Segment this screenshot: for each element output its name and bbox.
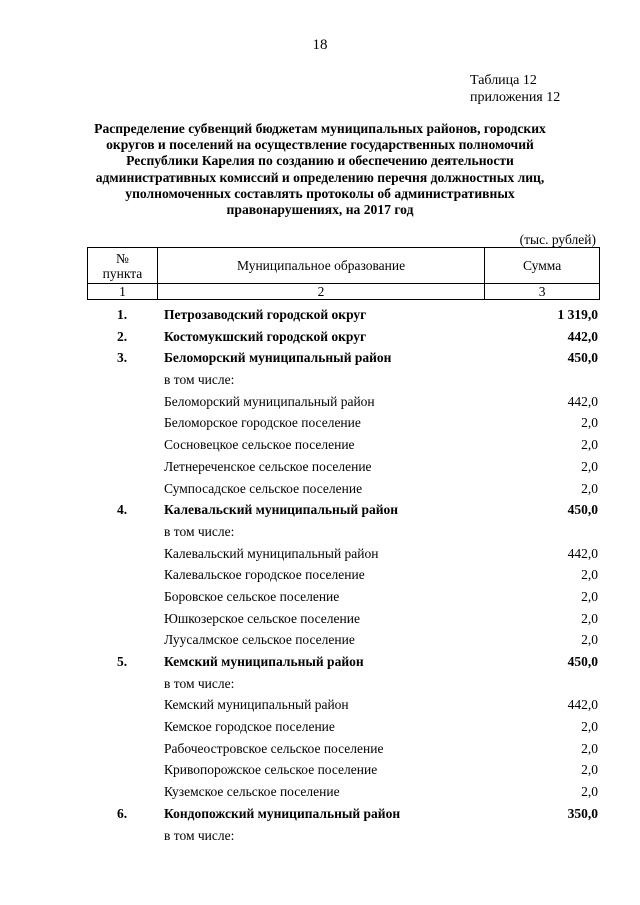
row-number: 5. bbox=[116, 654, 128, 669]
row-name: Кондопожский муниципальный район bbox=[164, 805, 401, 821]
row-name: в том числе: bbox=[164, 523, 235, 539]
table-row bbox=[0, 825, 640, 847]
row-name: Петрозаводский городской округ bbox=[164, 307, 367, 322]
appendix-caption: приложения 12 bbox=[470, 90, 561, 105]
table-row bbox=[0, 803, 640, 825]
document-title bbox=[85, 121, 555, 218]
title-line: Республики Карелия по созданию и обеспечению деятельности bbox=[126, 153, 514, 169]
row-sum: 2,0 bbox=[581, 480, 598, 496]
table-row bbox=[0, 326, 640, 348]
table-row bbox=[0, 738, 640, 760]
row-name: Куземское сельское поселение bbox=[164, 784, 340, 800]
row-name: Кемский муниципальный район bbox=[164, 697, 349, 713]
table-row bbox=[0, 716, 640, 738]
table-row bbox=[0, 673, 640, 695]
row-name: Юшкозерское сельское поселение bbox=[164, 610, 360, 626]
table-row bbox=[0, 369, 640, 391]
table-row bbox=[0, 478, 640, 500]
title-line: округов и поселений на осуществление государственных полномочий bbox=[106, 137, 534, 153]
header-number: № пункта bbox=[88, 248, 158, 284]
page-number: 18 bbox=[312, 37, 328, 53]
table-row bbox=[0, 391, 640, 413]
table-row bbox=[0, 499, 640, 521]
row-name: Калевальский муниципальный район bbox=[164, 502, 399, 518]
row-name: Калевальский муниципальный район bbox=[164, 545, 379, 561]
table-row bbox=[0, 651, 640, 673]
row-name: Боровское сельское поселение bbox=[164, 588, 340, 604]
row-sum: 2,0 bbox=[581, 567, 598, 583]
row-sum: 442,0 bbox=[567, 697, 598, 713]
table-row bbox=[0, 629, 640, 651]
row-name: в том числе: bbox=[164, 675, 235, 691]
row-number: 1. bbox=[116, 307, 128, 322]
row-name: Сосновецкое сельское поселение bbox=[164, 437, 355, 453]
table-row bbox=[0, 304, 640, 326]
row-sum: 2,0 bbox=[581, 719, 598, 735]
row-name: в том числе: bbox=[164, 372, 235, 388]
table-row bbox=[0, 781, 640, 803]
row-name: Сумпосадское сельское поселение bbox=[164, 480, 363, 496]
row-sum: 2,0 bbox=[581, 458, 598, 474]
row-sum: 450,0 bbox=[567, 654, 598, 669]
table-row bbox=[0, 347, 640, 369]
index-cell: 2 bbox=[157, 284, 484, 300]
row-number: 4. bbox=[116, 502, 128, 518]
title-line: административных комиссий и определению перечня должностных лиц, bbox=[95, 169, 545, 185]
table-row bbox=[0, 586, 640, 608]
row-sum: 442,0 bbox=[567, 545, 598, 561]
table-row bbox=[0, 412, 640, 434]
row-name: Беломорский муниципальный район bbox=[164, 350, 392, 366]
row-name: Рабочеостровское сельское поселение bbox=[164, 740, 384, 756]
row-sum: 450,0 bbox=[567, 350, 598, 366]
row-name: Кривопорожское сельское поселение bbox=[164, 762, 378, 778]
row-name: Летнереченское сельское поселение bbox=[164, 458, 372, 474]
row-name: Беломорский муниципальный район bbox=[164, 393, 375, 409]
row-sum: 450,0 bbox=[567, 502, 598, 518]
row-sum: 2,0 bbox=[581, 437, 598, 453]
table-row bbox=[0, 564, 640, 586]
row-number: 3. bbox=[116, 350, 128, 366]
table-row bbox=[0, 521, 640, 543]
table-body bbox=[0, 304, 640, 846]
table-row bbox=[0, 608, 640, 630]
row-name: Калевальское городское поселение bbox=[164, 567, 365, 583]
row-name: Беломорское городское поселение bbox=[164, 415, 361, 431]
table-caption: Таблица 12 bbox=[470, 73, 537, 88]
row-sum: 2,0 bbox=[581, 762, 598, 778]
row-name: в том числе: bbox=[164, 827, 235, 843]
row-sum: 2,0 bbox=[581, 784, 598, 800]
row-sum: 2,0 bbox=[581, 610, 598, 626]
header-sum: Сумма bbox=[485, 248, 600, 284]
row-sum: 1 319,0 bbox=[557, 307, 598, 322]
table-row bbox=[0, 456, 640, 478]
row-name: Луусалмское сельское поселение bbox=[164, 632, 355, 648]
table-row bbox=[0, 759, 640, 781]
row-name: Кемский муниципальный район bbox=[164, 654, 364, 669]
row-sum: 2,0 bbox=[581, 588, 598, 604]
row-sum: 442,0 bbox=[567, 328, 598, 344]
index-cell: 3 bbox=[485, 284, 600, 300]
title-line: уполномоченных составлять протоколы об административных bbox=[125, 185, 515, 201]
title-line: правонарушениях, на 2017 год bbox=[226, 202, 414, 218]
table-row bbox=[0, 434, 640, 456]
index-cell: 1 bbox=[88, 284, 158, 300]
row-sum: 2,0 bbox=[581, 632, 598, 648]
table-row bbox=[0, 543, 640, 565]
title-line: Распределение субвенций бюджетам муниципальных районов, городских bbox=[94, 121, 546, 136]
header-municipality: Муниципальное образование bbox=[157, 248, 484, 284]
row-sum: 2,0 bbox=[581, 415, 598, 431]
row-sum: 350,0 bbox=[567, 805, 598, 821]
units-label: (тыс. рублей) bbox=[519, 232, 596, 247]
row-name: Костомукшский городской округ bbox=[164, 328, 367, 344]
row-name: Кемское городское поселение bbox=[164, 719, 335, 735]
table-row bbox=[0, 694, 640, 716]
table-header bbox=[87, 247, 600, 300]
row-number: 2. bbox=[116, 328, 128, 344]
row-sum: 442,0 bbox=[567, 393, 598, 409]
row-number: 6. bbox=[116, 805, 128, 821]
row-sum: 2,0 bbox=[581, 740, 598, 756]
